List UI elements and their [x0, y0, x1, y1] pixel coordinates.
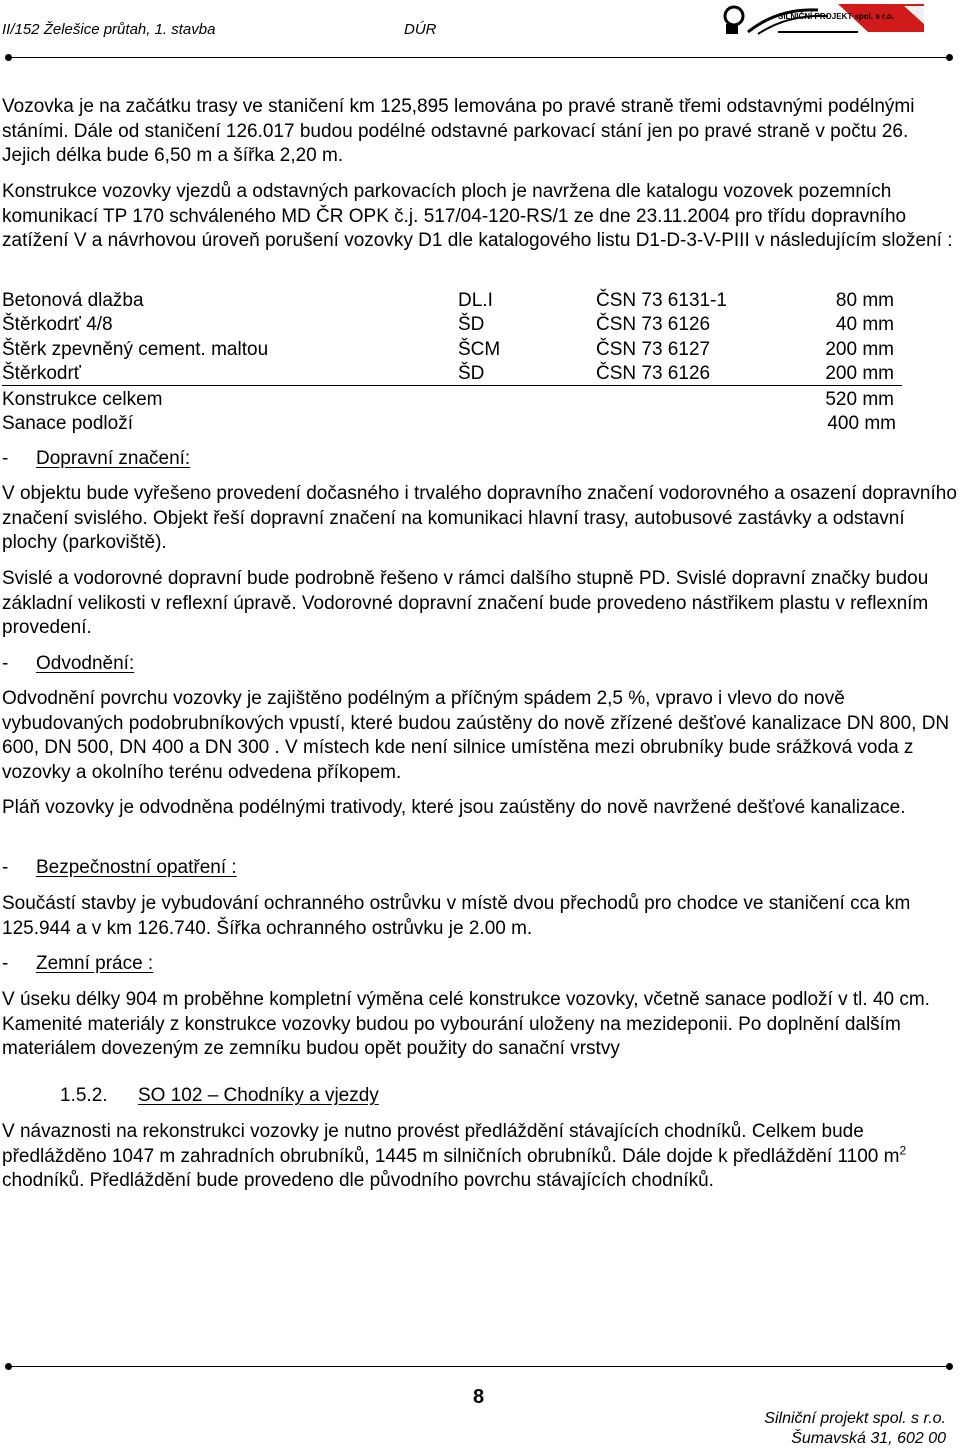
header-project-title: II/152 Želešice průtah, 1. stavba — [2, 21, 216, 38]
table-row-total — [2, 388, 902, 412]
pavement-layers-table — [2, 289, 902, 436]
layer-thickness: 200 mm — [825, 338, 894, 360]
heading-earthworks — [2, 952, 153, 976]
logo-text: SILNIČNÍ PROJEKT spol. s r.o. — [778, 12, 895, 21]
subsection-number: 1.5.2. — [60, 1085, 108, 1106]
header-stage: DÚR — [404, 21, 437, 38]
paragraph-safety: Součástí stavby je vybudování ochranného ostrůvku v místě dvou přechodů pro chodce ve staničení cca km 125.944 a v km 126.740. Šířka ochranného ostrůvku je 2.00 m. — [2, 893, 911, 939]
total-name: Sanace podloží — [2, 412, 133, 434]
heading-dash: - — [2, 857, 9, 878]
footer-company: Silniční projekt spol. s r.o. — [764, 1410, 946, 1427]
layer-thickness: 40 mm — [835, 314, 894, 336]
paragraph-parking: Vozovka je na začátku trasy ve staničení km 125,895 lemována po pravé straně třemi odstavnými podélnými stáními. Dále od staničení 126.017 budou podélné odstavné parkovací stání jen po pravé straně v počtu 26. Jejich délka bude 6,50 m a šířka 2,20 m. — [2, 96, 915, 166]
layer-code: ŠD — [458, 363, 485, 385]
heading-traffic-signs — [2, 447, 190, 471]
layer-name: Štěrk zpevněný cement. maltou — [2, 338, 269, 360]
superscript-2: 2 — [899, 1143, 907, 1158]
footer-rule-end-left — [5, 1363, 12, 1370]
layer-name: Štěrkodrť — [2, 363, 81, 385]
heading-title: Dopravní značení: — [36, 448, 191, 469]
heading-drainage — [2, 652, 134, 676]
heading-title: Zemní práce : — [36, 953, 154, 974]
paragraph-subgrade-drainage: Pláň vozovky je odvodněna podélnými trativody, které jsou zaústěny do nově navržené dešťové kanalizace. — [2, 797, 906, 818]
paragraph-earthworks: V úseku délky 904 m proběhne kompletní výměna celé konstrukce vozovky, včetně sanace podloží v tl. 40 cm. Kamenité materiály z konstrukce vozovky budou po vybourání uloženy na mezideponii. Po doplnění dalším materiálem dovezeným ze zemníku budou opět použity do sanační vrstvy — [2, 989, 930, 1059]
sidewalks-text-a: V návaznosti na rekonstrukci vozovky je nutno provést předláždění stávajících chodníků. Celkem bude předlážděno 1047 m zahradních obrubníků, 1445 m silničních obrubníků. Dále dojde k předláždění 1100 m — [2, 1121, 900, 1167]
total-thickness: 400 mm — [827, 412, 896, 434]
paragraph-sidewalks — [2, 1120, 958, 1194]
page-number: 8 — [473, 1386, 485, 1408]
footer-rule — [8, 1366, 952, 1367]
paragraph-drainage: Odvodnění povrchu vozovky je zajištěno podélným a příčným spádem 2,5 %, vpravo i vlevo do nově vybudovaných podobrubníkových vpustí, které budou zaústěny do nově zřízené dešťové kanalizace DN 800, DN 600, DN 500, DN 400 a DN 300 . V místech kde není silnice umístěna mezi obrubníky bude srážková voda z vozovky a okolního terénu odvedena příkopem. — [2, 688, 950, 783]
layer-norm: ČSN 73 6127 — [596, 338, 711, 360]
sidewalks-text-b: chodníků. Předláždění bude provedeno dle původního povrchu stávajících chodníků. — [2, 1170, 714, 1191]
header-rule-end-right — [946, 54, 953, 61]
total-name: Konstrukce celkem — [2, 388, 163, 410]
heading-dash: - — [2, 653, 9, 674]
layer-thickness: 80 mm — [835, 290, 894, 311]
layer-norm: ČSN 73 6126 — [596, 314, 711, 336]
paragraph-traffic-signs: V objektu bude vyřešeno provedení dočasného i trvalého dopravního značení vodorovného a osazení dopravního značení svislého. Objekt řeší dopravní značení na komunikaci hlavní trasy, autobusové zastávky a odstavní plochy (parkoviště). — [2, 483, 957, 553]
layer-code: DL.I — [458, 290, 493, 311]
layer-thickness: 200 mm — [825, 363, 894, 385]
footer-rule-end-right — [946, 1363, 953, 1370]
table-row — [2, 313, 902, 337]
layer-norm: ČSN 73 6131-1 — [596, 290, 727, 311]
layer-name: Betonová dlažba — [2, 290, 144, 311]
table-row — [2, 289, 902, 313]
footer-address: Šumavská 31, 602 00 — [791, 1430, 946, 1447]
header-rule — [8, 57, 952, 58]
layer-code: ŠD — [458, 314, 485, 336]
total-thickness: 520 mm — [825, 388, 894, 410]
header-rule-end-left — [5, 54, 12, 61]
heading-title: Bezpečnostní opatření : — [36, 857, 237, 878]
heading-dash: - — [2, 953, 9, 974]
heading-dash: - — [2, 448, 9, 469]
table-row-total — [2, 412, 902, 436]
paragraph-pavement-structure: Konstrukce vozovky vjezdů a odstavných parkovacích ploch je navržena dle katalogu vozovek pozemních komunikací TP 170 schváleného MD ČR OPK č.j. 517/04-120-RS/1 ze dne 23.11.2004 pro třídu dopravního zatížení V a návrhovou úroveň porušení vozovky D1 dle katalogového listu D1-D-3-V-PIII v následujícím složení : — [2, 181, 953, 251]
layer-code: ŠCM — [458, 338, 501, 360]
heading-title: Odvodnění: — [36, 653, 135, 674]
layer-norm: ČSN 73 6126 — [596, 363, 711, 385]
layer-name: Štěrkodrť 4/8 — [2, 314, 113, 336]
heading-safety — [2, 856, 237, 880]
subsection-title: SO 102 – Chodníky a vjezdy — [138, 1085, 379, 1106]
table-row — [2, 338, 902, 362]
table-row — [2, 362, 902, 386]
paragraph-signs-detail: Svislé a vodorovné dopravní bude podrobně řešeno v rámci dalšího stupně PD. Svislé dopravní značky budou základní velikosti v reflexní úpravě. Vodorovné dopravní značení bude provedeno nástřikem plastu v reflexním provedení. — [2, 568, 929, 638]
